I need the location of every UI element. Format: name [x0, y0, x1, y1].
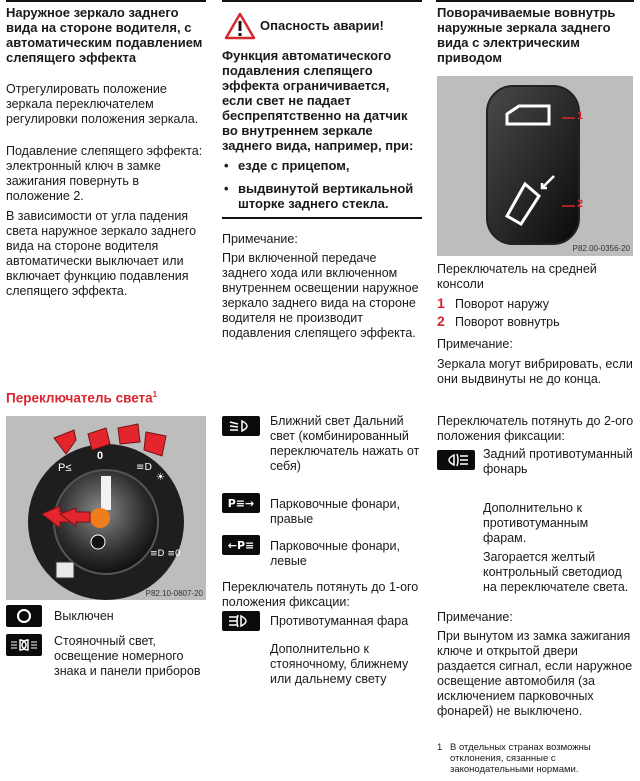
- rear-fog-led-text: Загорается желтый контрольный светодиод на переключателе света.: [483, 550, 629, 594]
- off-label: Выключен: [54, 609, 114, 623]
- paragraph-antiglare: Подавление слепящего эффекта: электронный ключ в замке зажигания повернуть в положение 2.: [6, 144, 203, 203]
- pull-first-position-text: Переключатель потянуть до 1-ого положения фиксации:: [222, 580, 419, 609]
- rear-fog-text: Задний противотуманный фонарь: [483, 447, 633, 476]
- footnote-ref: 1: [152, 390, 158, 399]
- switch-location-text: Переключатель на средней консоли: [437, 262, 597, 291]
- item-text-out: Поворот наружу: [455, 297, 550, 311]
- note-text-col3: Зеркала могут вибрировать, если они выдвинуты не до конца.: [437, 357, 633, 386]
- warning-bullet-blind: • выдвинутой вертикальной шторке заднего стекла.: [222, 181, 422, 211]
- warning-bullet-list: [222, 158, 422, 219]
- parking-left-text: Парковочные фонари, левые: [270, 539, 400, 568]
- top-rule-col3: [436, 0, 634, 2]
- note-label-col2: Примечание:: [222, 232, 298, 246]
- warning-title: Опасность аварии!: [260, 18, 384, 33]
- low-beam-icon: [222, 416, 260, 436]
- svg-text:≡D: ≡D: [136, 462, 153, 473]
- parking-left-glyph: ←P≡: [227, 538, 255, 552]
- section-heading-power-fold: Поворачиваемые вовнутрь наружные зеркала заднего вида с электрическим приводом: [437, 5, 616, 65]
- light-switch-title: Переключатель света: [6, 390, 153, 406]
- photo-ref-light: P82.10-0807-20: [145, 589, 203, 598]
- item-text-in: Поворот вовнутрь: [455, 315, 560, 329]
- parking-right-text: Парковочные фонари, правые: [270, 497, 400, 526]
- light-switch-photo: [6, 416, 206, 600]
- callout-2: 2: [577, 198, 584, 210]
- front-fog-text: Противотуманная фара: [270, 614, 409, 628]
- item-number-1: 1: [437, 295, 445, 311]
- note-text-right: При вынутом из замка зажигания ключе и открытой двери раздается сигнал, если наружное освещение автомобиля (за исключением парковочных фонарей) не выключено.: [437, 629, 633, 718]
- mirror-switch-photo: [437, 76, 633, 256]
- parking-light-label: Стояночный свет, освещение номерного знака и панели приборов: [54, 634, 201, 678]
- photo-ref-mirror: P82.00-0356-20: [572, 244, 630, 253]
- warning-bottom-rule: [222, 217, 422, 219]
- off-position-icon: [6, 605, 42, 627]
- dial-label-zero: 0: [97, 450, 104, 462]
- svg-text:☀: ☀: [156, 472, 165, 483]
- footnote-text: В отдельных странах возможны отклонения, сязанные с законодательными нормами.: [450, 742, 591, 775]
- list-item-out: [437, 296, 549, 312]
- top-rule-col1: [6, 0, 206, 2]
- footnote-number: 1: [437, 742, 443, 753]
- paragraph-auto: В зависимости от угла падения света наружное зеркало заднего вида на стороне водителя автоматически выключает или включает функцию подавления слепящего эффекта.: [6, 209, 197, 298]
- front-fog-extra-text: Дополнительно к стояночному, ближнему или дальнему свету: [270, 642, 409, 686]
- parking-left-icon: [222, 535, 260, 555]
- list-item-in: [437, 314, 560, 330]
- parking-right-icon: [222, 493, 260, 513]
- rear-fog-icon: [437, 450, 475, 470]
- dial-label-parking: P≤: [58, 462, 72, 474]
- note-text-col2: При включенной передаче заднего хода или включенном внутреннем освещении наружное зеркало заднего вида на стороне водителя не производит подавления слепящего эффекта.: [222, 251, 419, 340]
- warning-bullet-trailer: • езде с прицепом,: [222, 158, 422, 173]
- low-high-beam-text: Ближний свет Дальний свет (комбинированный переключатель нажать от себя): [270, 414, 420, 473]
- note-label-right: Примечание:: [437, 610, 513, 624]
- standing-light-icon: [6, 634, 42, 656]
- front-fog-icon: [222, 611, 260, 631]
- light-switch-heading: [6, 390, 157, 406]
- parking-right-glyph: P≡→: [227, 496, 255, 510]
- paragraph-adjust: Отрегулировать положение зеркала переключателем регулировки положения зеркала.: [6, 82, 199, 126]
- callout-1: 1: [577, 110, 584, 122]
- warning-triangle-icon: [224, 12, 256, 40]
- svg-text:≡D ≡0: ≡D ≡0: [150, 549, 181, 559]
- pull-second-position-text: Переключатель потянуть до 2-ого положения фиксации:: [437, 414, 634, 443]
- section-heading-driver-mirror: Наружное зеркало заднего вида на стороне водителя, с автоматическим подавлением слепящего эффекта: [6, 5, 203, 65]
- warning-text: Функция автоматического подавления слепящего эффекта ограничивается, если свет не падает беспрепятственно на датчик во внутреннем зеркале заднего вида, например, при:: [222, 48, 414, 153]
- note-label-col3: Примечание:: [437, 337, 513, 351]
- item-number-2: 2: [437, 313, 445, 329]
- top-rule-col2: [222, 0, 422, 2]
- rear-fog-extra-text: Дополнительно к противотуманным фарам.: [483, 501, 589, 545]
